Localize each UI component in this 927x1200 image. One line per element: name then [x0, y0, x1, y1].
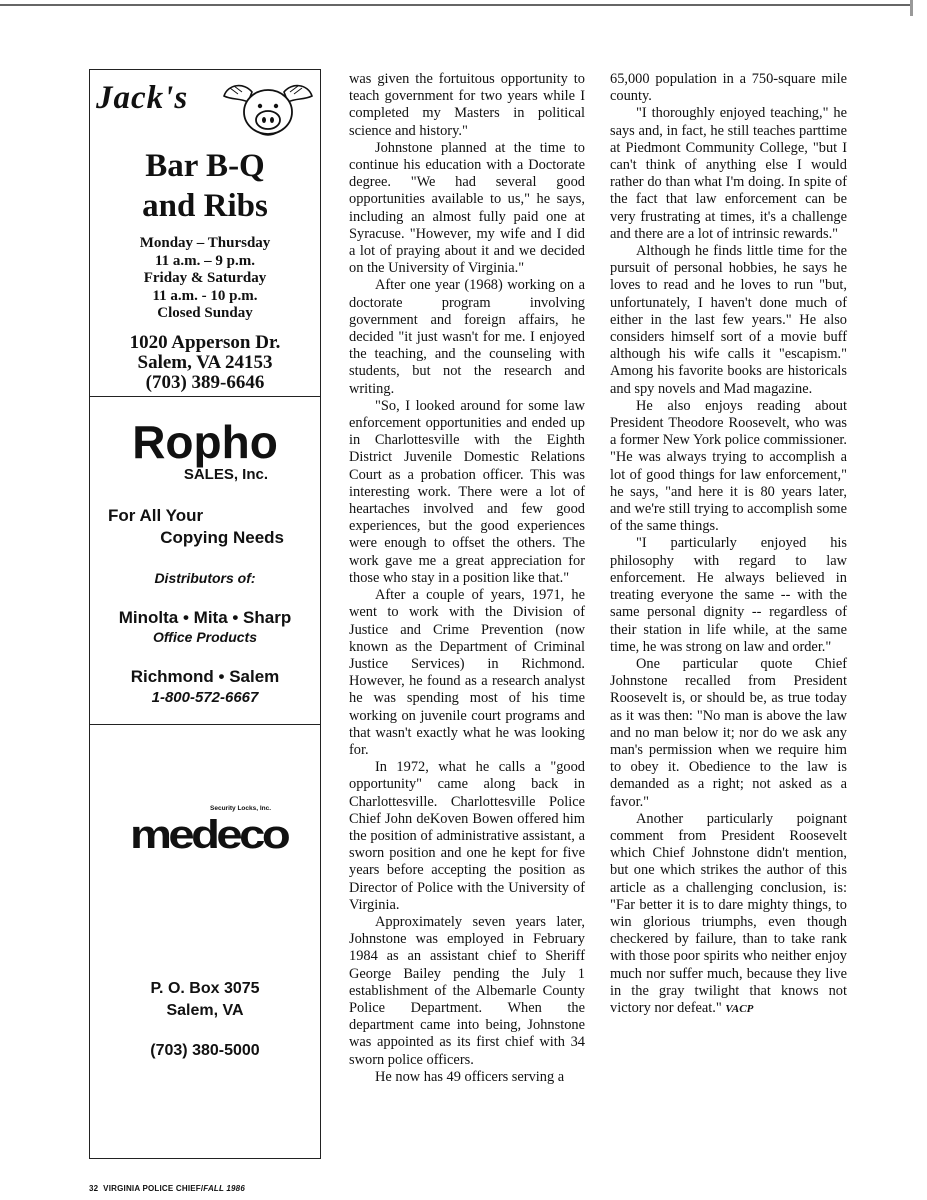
paragraph: was given the fortuitous opportunity to teach government for two years while I completed my Masters in political science and history." [349, 71, 585, 139]
paragraph [610, 811, 847, 1018]
ropho-phone: 1-800-572-6667 [151, 689, 259, 706]
hours-line: 11 a.m. - 10 p.m. [152, 287, 258, 304]
paragraph: He now has 49 officers serving a [375, 1068, 565, 1085]
ropho-tagline-1: For All Your [108, 506, 204, 525]
paragraph: "So, I looked around for some law enforcement opportunities and ended up in Charlottesville with the Eighth District Juvenile Domestic Relations Court as a probation officer. This was interesting work. There were a lot of heartaches involved and few good experiences, but the good experiences were enough to offset the others. The work gave me a great appreciation for those who stay in a position like that." [349, 397, 585, 586]
publication-name: VIRGINIA POLICE CHIEF/ [103, 1184, 204, 1193]
medeco-address [90, 978, 320, 1022]
article-column-1 [349, 71, 585, 1086]
paragraph: Although he finds little time for the pursuit of personal hobbies, he says he loves to read and he loves to run "but, unfortunately, I haven't done much of either in the last few years." He also considers himself sort of a movie buff although his wife calls it "escapism." Among his favorite books are historicals and spy novels and Mad magazine. [610, 243, 847, 397]
advertisement-column [89, 69, 321, 1159]
medeco-phone: (703) 380-5000 [150, 1042, 260, 1059]
address-line: P. O. Box 3075 [150, 980, 260, 997]
jacks-ad [90, 70, 320, 396]
jacks-title [90, 146, 320, 226]
page-footer [89, 1184, 245, 1193]
jacks-title-line1: Bar B-Q [145, 148, 265, 184]
paragraph: After one year (1968) working on a doctorate program involving government and foreign affairs, he decided "it just wasn't for me. I enjoyed the teaching, and the counseling with students, but not the research and writing. [349, 277, 585, 397]
ropho-cities: Richmond • Salem [130, 667, 280, 686]
ropho-name: Ropho [132, 416, 278, 468]
address-line: (703) 389-6646 [145, 372, 265, 393]
paragraph: 65,000 population in a 750-square mile county. [610, 71, 847, 105]
jacks-hours [90, 235, 320, 323]
ropho-distributors: Distributors of: [154, 570, 256, 586]
hours-line: 11 a.m. – 9 p.m. [154, 252, 255, 269]
jacks-address [90, 333, 320, 393]
hours-line: Monday – Thursday [139, 235, 271, 251]
paragraph: After a couple of years, 1971, he went to work with the Division of Justice and Crime Prevention (now known as the Department of Criminal Justice Services) in Richmond. However, he found as a research analyst he was spending most of his time working on juvenile court programs and that wasn't exactly what he was looking for. [349, 587, 585, 758]
medeco-logo [130, 805, 290, 855]
top-rule-cap [910, 0, 913, 16]
paragraph: Approximately seven years later, Johnstone was employed in February 1984 as an assistant chief to Sheriff George Bailey pending the July 1 establishment of the Albemarle County Police Department. When the department came into being, Johnstone was appointed as its first chief with 34 sworn police officers. [349, 913, 585, 1068]
hours-line: Friday & Saturday [143, 270, 267, 286]
ropho-office-products: Office Products [153, 629, 257, 645]
ropho-tagline-2: Copying Needs [160, 528, 284, 547]
jacks-name: Jack's [96, 80, 189, 116]
article-column-2 [610, 71, 847, 1018]
page-number: 32 [89, 1184, 99, 1193]
paragraph: "I thoroughly enjoyed teaching," he says and, in fact, he still teaches parttime at Piedmont Community College, "but I can't think of anything else I would rather do than what I'm doing. In spite of the fact that law enforcement can be very frustrating at times, it's a challenge and there are a lot of intrinsic rewards." [610, 105, 847, 242]
jacks-title-line2: and Ribs [142, 188, 268, 224]
paragraph-text: Another particularly poignant comment from President Roosevelt which Chief Johnstone didn't mention, but one which strikes the author of this article as a challenging conclusion, is: "Far better it is to dare mighty things, to win glorious triumphs, even though checkered by failure, than to take rank with those poor spirits who neither enjoy much nor suffer much, because they live in the gray twilight that knows not victory nor defeat." [610, 810, 847, 1016]
paragraph: Johnstone planned at the time to continue his education with a Doctorate degree. "We had several good opportunities available to us," he says, including an almost fully paid one at Syracuse. "However, my wife and I did a lot of praying about it and we decided on the University of Virginia." [349, 139, 585, 277]
medeco-ad [90, 724, 320, 1158]
ropho-sales: SALES, Inc. [183, 466, 268, 483]
signature: VACP [725, 1002, 754, 1015]
hours-line: Closed Sunday [157, 305, 253, 321]
ropho-brands: Minolta • Mita • Sharp [118, 608, 292, 627]
pig-logo-icon [218, 78, 318, 148]
issue: FALL 1986 [203, 1184, 245, 1193]
address-line: 1020 Apperson Dr. [129, 332, 281, 353]
paragraph: One particular quote Chief Johnstone recalled from President Roosevelt is, or should be, as true today as it was then: "No man is above the law and no man below it; nor do we ask any man's permission when we require him to obey it. Obedience to the law is demanded as a right; not asked as a favor." [610, 655, 847, 810]
address-line: Salem, VA [166, 1002, 244, 1019]
medeco-wordmark: medeco [130, 813, 288, 857]
ropho-ad [90, 396, 320, 724]
paragraph: In 1972, what he calls a "good opportunity" came along back in Charlottesville. Charlottesville Police Chief John deKoven Bowen offered him the position of administrative assistant, a sworn position and one he kept for five years before accepting the position as Director of Police with the University of Virginia. [349, 759, 585, 913]
paragraph: "I particularly enjoyed his philosophy with regard to law enforcement. He always believed in treating everyone the same -- with the same personal dignity -- regardless of their station in life while, at the same time, he was strong on law and order." [610, 535, 847, 655]
paragraph: He also enjoys reading about President Theodore Roosevelt, who was a former New York police commissioner. "He was always trying to accomplish a lot of good things for law enforcement," he says, "and here it is 80 years later, and we're still trying to accomplish some of the same things. [610, 397, 848, 535]
top-rule [0, 4, 910, 6]
medeco-tagline: Security Locks, Inc. [210, 805, 272, 812]
address-line: Salem, VA 24153 [137, 352, 273, 373]
